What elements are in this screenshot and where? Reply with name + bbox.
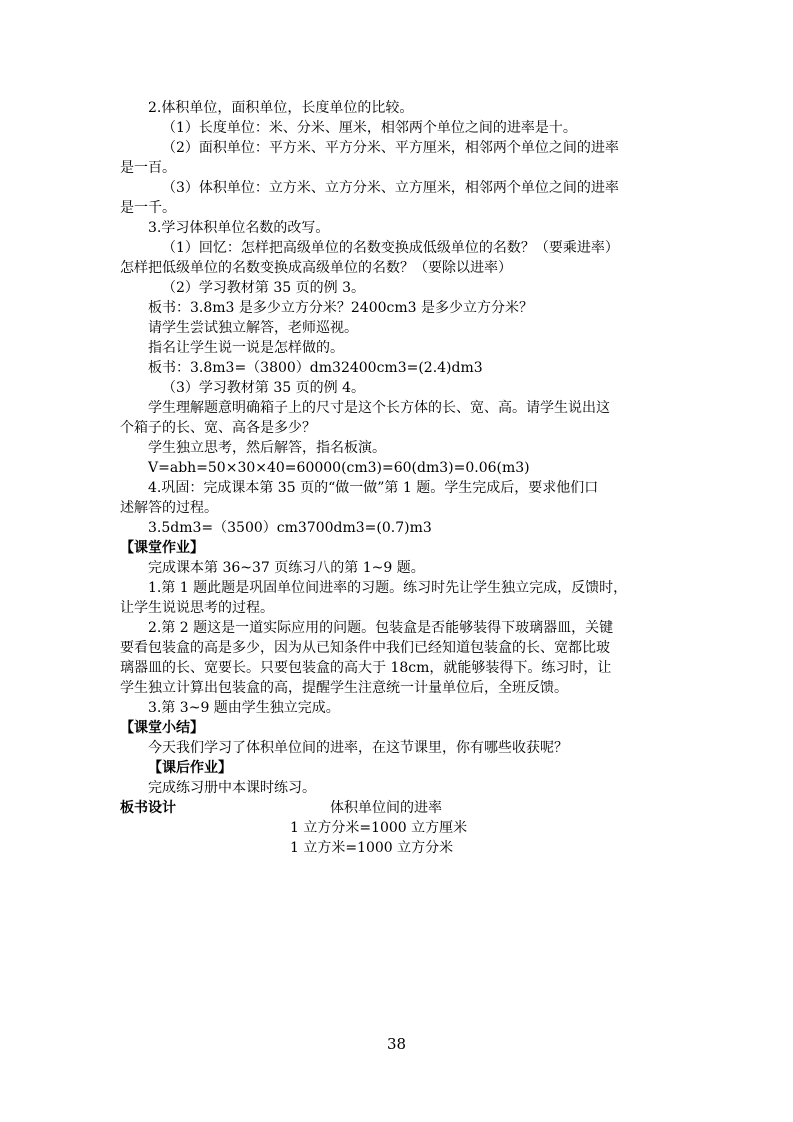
text-line: 1.第 1 题此题是巩固单位间进率的习题。练习时先让学生独立完成，反馈时，: [148, 580, 628, 596]
text-line: （2）面积单位：平方米、平方分米、平方厘米，相邻两个单位之间的进率: [162, 140, 619, 156]
text-line: 述解答的过程。: [120, 500, 218, 516]
section-heading: 【课后作业】: [148, 760, 232, 776]
text-line: （3）体积单位：立方米、立方分米、立方厘米，相邻两个单位之间的进率: [162, 180, 619, 196]
text-line: 4.巩固：完成课本第 35 页的“做一做”第 1 题。学生完成后，要求他们口: [148, 480, 599, 496]
text-line: 板书：3.8m3 是多少立方分米？2400cm3 是多少立方分米？: [148, 300, 533, 316]
text-line: 今天我们学习了体积单位间的进率，在这节课里，你有哪些收获呢？: [148, 740, 568, 756]
text-line: 是一千。: [120, 200, 176, 216]
text-line: 个箱子的长、宽、高各是多少？: [120, 420, 316, 436]
text-line: 板书：3.8m3=（3800）dm32400cm3=(2.4)dm3: [148, 360, 483, 376]
text-line: （1）回忆：怎样把高级单位的名数变换成低级单位的名数？（要乘进率）: [162, 240, 619, 256]
text-line: 完成课本第 36~37 页练习八的第 1~9 题。: [148, 560, 425, 576]
text-line: 3.5dm3=（3500）cm3700dm3=(0.7)m3: [148, 520, 432, 536]
text-line: 请学生尝试独立解答，老师巡视。: [148, 320, 358, 336]
board-title: 体积单位间的进率: [330, 800, 442, 816]
text-line: 是一百。: [120, 160, 176, 176]
text-line: 2.体积单位，面积单位，长度单位的比较。: [148, 100, 414, 116]
text-line: （2）学习教材第 35 页的例 3。: [162, 280, 365, 296]
text-line: （3）学习教材第 35 页的例 4。: [162, 380, 365, 396]
board-line: 1 立方分米=1000 立方厘米: [290, 820, 468, 836]
text-line: 3.学习体积单位名数的改写。: [148, 220, 330, 236]
text-line: 指名让学生说一说是怎样做的。: [148, 340, 344, 356]
board-design-label: 板书设计: [120, 800, 176, 816]
text-line: 学生独立思考，然后解答，指名板演。: [148, 440, 386, 456]
text-line: 学生理解题意明确箱子上的尺寸是这个长方体的长、宽、高。请学生说出这: [148, 400, 610, 416]
text-line: （1）长度单位：米、分米、厘米，相邻两个单位之间的进率是十。: [162, 120, 577, 136]
board-line: 1 立方米=1000 立方分米: [290, 840, 454, 856]
text-line: V=abh=50×30×40=60000(cm3)=60(dm3)=0.06(m3): [148, 460, 530, 476]
text-line: 3.第 3~9 题由学生独立完成。: [148, 700, 340, 716]
text-line: 怎样把低级单位的名数变换成高级单位的名数？（要除以进率）: [120, 260, 512, 276]
text-line: 璃器皿的长、宽要长。只要包装盒的高大于 18cm，就能够装得下。练习时，让: [120, 660, 612, 676]
text-line: 要看包装盒的高是多少，因为从已知条件中我们已经知道包装盒的长、宽都比玻: [120, 640, 610, 656]
page-number: 38: [386, 1035, 407, 1053]
text-line: 让学生说说思考的过程。: [120, 600, 274, 616]
section-heading: 【课堂小结】: [120, 720, 204, 736]
text-line: 2.第 2 题这是一道实际应用的问题。包装盒是否能够装得下玻璃器皿，关键: [148, 620, 614, 636]
section-heading: 【课堂作业】: [120, 540, 204, 556]
text-line: 完成练习册中本课时练习。: [148, 780, 316, 796]
text-line: 学生独立计算出包装盒的高，提醒学生注意统一计量单位后，全班反馈。: [120, 680, 568, 696]
